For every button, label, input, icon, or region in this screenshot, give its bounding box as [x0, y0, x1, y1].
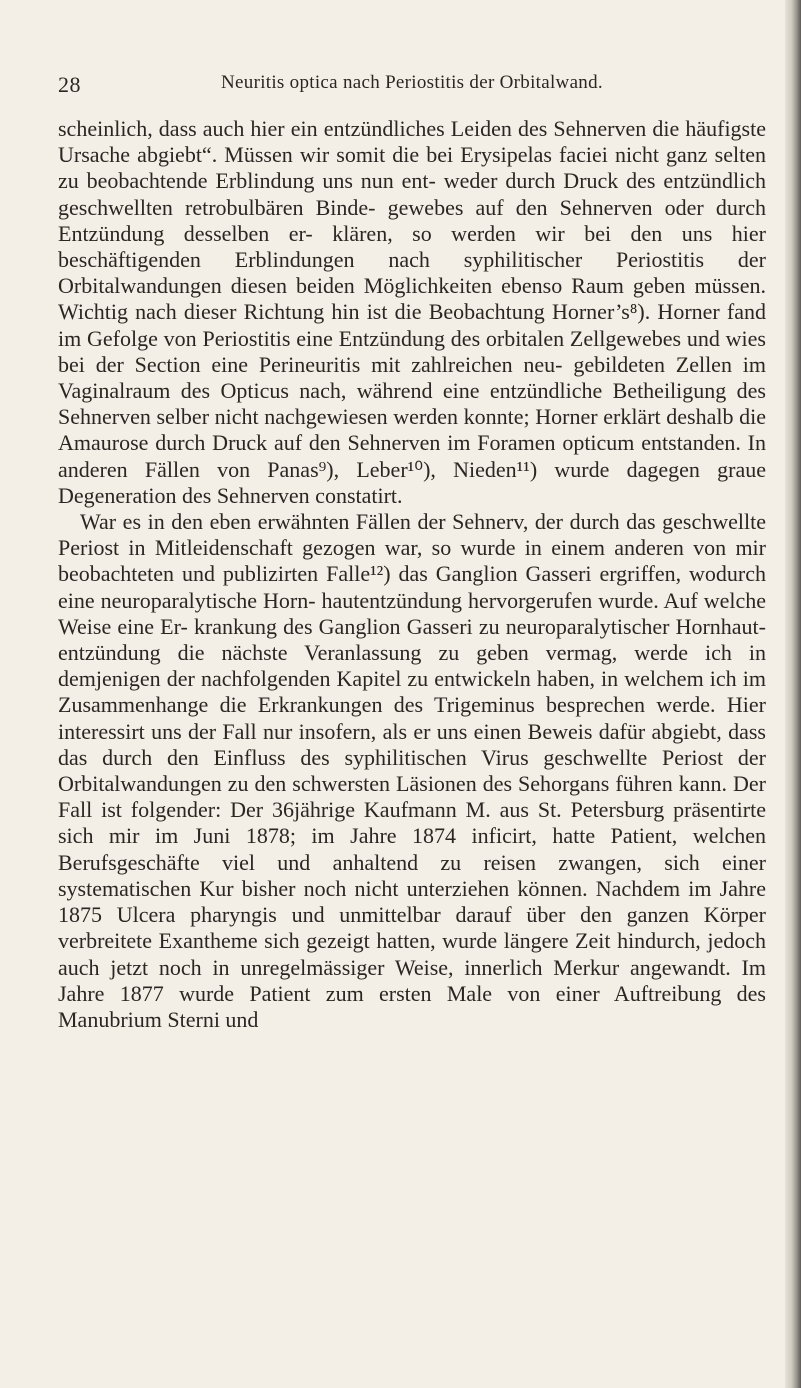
body-text: [58, 116, 766, 1033]
paragraph: War es in den eben erwähnten Fällen der Sehnerv, der durch das geschwellte Periost in Mitleidenschaft gezogen war, so wurde in einem anderen von mir beobachteten und publizirten Falle¹²) das Ganglion Gasseri ergriffen, wodurch eine neuroparalytische Horn- hautentzündung hervorgerufen wurde. Auf welche Weise eine Er- krankung des Ganglion Gasseri zu neuroparalytischer Hornhaut- entzündung die nächste Veranlassung zu geben vermag, werde ich in demjenigen der nachfolgenden Kapitel zu entwickeln haben, in welchem ich im Zusammenhange die Erkrankungen des Trigeminus besprechen werde. Hier interessirt uns der Fall nur insofern, als er uns einen Beweis dafür abgiebt, dass das durch den Einfluss des syphilitischen Virus geschwellte Periost der Orbitalwandungen zu den schwersten Läsionen des Sehorgans führen kann. Der Fall ist folgender: Der 36jährige Kaufmann M. aus St. Petersburg präsentirte sich mir im Juni 1878; im Jahre 1874 inficirt, hatte Patient, welchen Berufsgeschäfte viel und anhaltend zu reisen zwangen, sich einer systematischen Kur bisher noch nicht unterziehen können. Nachdem im Jahre 1875 Ulcera pharyngis und unmittelbar darauf über den ganzen Körper verbreitete Exantheme sich gezeigt hatten, wurde längere Zeit hindurch, jedoch auch jetzt noch in unregelmässiger Weise, innerlich Merkur angewandt. Im Jahre 1877 wurde Patient zum ersten Male von einer Auftreibung des Manubrium Sterni und: [58, 509, 766, 1032]
page-number: 28: [58, 72, 81, 97]
paragraph-continued: scheinlich, dass auch hier ein entzündliches Leiden des Sehnerven die häufigste Ursache abgiebt“. Müssen wir somit die bei Erysipelas faciei nicht ganz selten zu beobachtende Erblindung uns nun ent- weder durch Druck des entzündlich geschwellten retrobulbären Binde- gewebes auf den Sehnerven oder durch Entzündung desselben er- klären, so werden wir bei den uns hier beschäftigenden Erblindungen nach syphilitischer Periostitis der Orbitalwandungen diesen beiden Möglichkeiten ebenso Raum geben müssen. Wichtig nach dieser Richtung hin ist die Beobachtung Horner’s⁸). Horner fand im Gefolge von Periostitis eine Entzündung des orbitalen Zellgewebes und wies bei der Section eine Perineuritis mit zahlreichen neu- gebildeten Zellen im Vaginalraum des Opticus nach, während eine entzündliche Betheiligung des Sehnerven selber nicht nachgewiesen werden konnte; Horner erklärt deshalb die Amaurose durch Druck auf den Sehnerven im Foramen opticum entstanden. In anderen Fällen von Panas⁹), Leber¹⁰), Nieden¹¹) wurde dagegen graue Degeneration des Sehnerven constatirt.: [58, 116, 766, 508]
running-head: Neuritis optica nach Periostitis der Orbitalwand.: [221, 72, 603, 93]
page-header: [58, 72, 766, 102]
page-edge-shadow: [785, 0, 801, 1388]
